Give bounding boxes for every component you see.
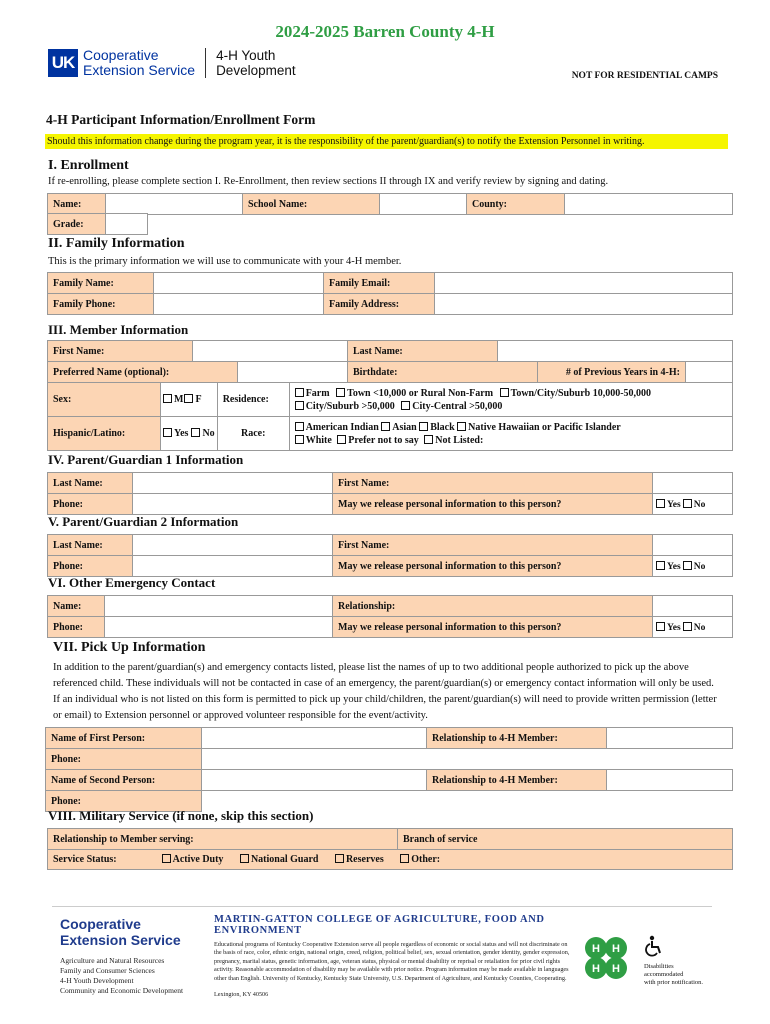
farm-label: Farm — [305, 387, 330, 399]
parent2-yes-label: Yes — [667, 561, 681, 572]
emergency-yes-label: Yes — [667, 622, 681, 633]
extension-logo — [48, 46, 296, 80]
grade-label: Grade: — [48, 214, 106, 235]
hispanic-no-label: No — [202, 428, 215, 439]
sex-m-checkbox[interactable] — [163, 394, 172, 403]
white-checkbox[interactable] — [295, 435, 304, 444]
american-indian-checkbox[interactable] — [295, 422, 304, 431]
section-military-heading: VIII. Military Service (if none, skip this section) — [48, 808, 314, 823]
family-name-field[interactable] — [154, 273, 324, 294]
logo-right1: 4-H Youth — [216, 48, 276, 63]
hispanic-yes-label: Yes — [174, 428, 189, 439]
military-branch-label: Branch of service — [398, 829, 733, 850]
reserves-checkbox[interactable] — [335, 854, 344, 863]
school-field[interactable] — [380, 194, 467, 215]
first-person-field[interactable] — [202, 728, 427, 749]
central-checkbox[interactable] — [401, 401, 410, 410]
footer-address: Lexington, KY 40506 — [214, 991, 269, 999]
section-parent2-heading: V. Parent/Guardian 2 Information — [48, 514, 239, 529]
family-phone-field[interactable] — [154, 294, 324, 315]
black-checkbox[interactable] — [419, 422, 428, 431]
preferred-name-label: Preferred Name (optional): — [48, 362, 238, 383]
family-phone-label: Family Phone: — [48, 294, 154, 315]
first-person-label: Name of First Person: — [46, 728, 202, 749]
svg-text:H: H — [612, 963, 620, 975]
suburb-label: Town/City/Suburb 10,000-50,000 — [510, 387, 652, 399]
svg-text:H: H — [592, 943, 600, 955]
footer-program: Agriculture and Natural Resources — [60, 956, 165, 965]
parent1-no-checkbox[interactable] — [683, 499, 692, 508]
parent1-release-options — [653, 494, 733, 515]
parent2-first-name-label: First Name: — [333, 535, 653, 556]
asian-checkbox[interactable] — [381, 422, 390, 431]
parent2-last-name-label: Last Name: — [48, 535, 133, 556]
farm-checkbox[interactable] — [295, 388, 304, 397]
parent1-phone-label: Phone: — [48, 494, 133, 515]
page-title: 2024-2025 Barren County 4-H — [275, 22, 495, 41]
svg-text:H: H — [612, 943, 620, 955]
first-name-label: First Name: — [48, 341, 193, 362]
pickup-table — [45, 727, 733, 812]
city-label: City/Suburb >50,000 — [305, 400, 395, 412]
family-email-field[interactable] — [435, 273, 733, 294]
parent1-last-name-label: Last Name: — [48, 473, 133, 494]
footer-ces-line2: Extension Service — [60, 932, 181, 948]
logo-line2: Extension Service — [83, 62, 196, 78]
military-table — [47, 828, 733, 870]
family-name-label: Family Name: — [48, 273, 154, 294]
black-label: Black — [430, 421, 455, 433]
first-person-phone-label: Phone: — [46, 749, 202, 770]
parent1-yes-checkbox[interactable] — [656, 499, 665, 508]
emergency-relationship-label: Relationship: — [333, 596, 653, 617]
grade-field[interactable] — [106, 214, 148, 235]
logo-line1: Cooperative — [83, 47, 159, 63]
parent2-yes-checkbox[interactable] — [656, 561, 665, 570]
first-person-phone-field[interactable] — [202, 749, 733, 770]
suburb-checkbox[interactable] — [500, 388, 509, 397]
birthdate-label: Birthdate: — [348, 362, 538, 383]
sex-label: Sex: — [48, 383, 161, 417]
parent2-no-label: No — [693, 561, 706, 572]
second-person-phone-label: Phone: — [46, 791, 202, 812]
military-status-row — [48, 850, 733, 870]
sex-options — [161, 383, 218, 417]
accessibility-icon — [644, 935, 664, 962]
section-enrollment-heading: I. Enrollment — [48, 158, 129, 173]
second-person-label: Name of Second Person: — [46, 770, 202, 791]
footer-statement: Educational programs of Kentucky Cooperative Extension serve all people regardless of economic or social status and will not discriminate on the basis of race, color, ethnic origin, national origin, creed, religion, political belief, sex, sexual orientation, gender identity, gender expression, pregnancy, marital status, genetic information, age, veteran status, physical or mental disability or reprisal or retaliation for prior civil rights activity. Reasonable accommodation of disability may be available with prior notice. Program information may be made available in languages other than English. University of Kentucky, Kentucky State University, U.S. Department of Agriculture, and Kentucky Counties, Cooperating. — [214, 941, 570, 982]
family-address-label: Family Address: — [324, 294, 435, 315]
city-checkbox[interactable] — [295, 401, 304, 410]
parent1-yes-label: Yes — [667, 499, 681, 510]
family-email-label: Family Email: — [324, 273, 435, 294]
race-options — [289, 417, 732, 451]
parent2-release-label: May we release personal information to this person? — [333, 556, 653, 577]
enrollment-table — [47, 193, 733, 215]
school-label: School Name: — [243, 194, 380, 215]
county-label: County: — [467, 194, 565, 215]
logo-text — [83, 48, 195, 78]
military-relationship-label: Relationship to Member serving: — [48, 829, 398, 850]
footer-program: Community and Economic Development — [60, 986, 184, 995]
parent1-first-name-label: First Name: — [333, 473, 653, 494]
footer-ces-line1: Cooperative — [60, 916, 141, 932]
hispanic-options — [161, 417, 218, 451]
footer-divider — [52, 906, 712, 907]
second-person-relationship-field[interactable] — [607, 770, 733, 791]
emergency-relationship-field[interactable] — [653, 596, 733, 617]
section-enrollment-sub: If re-enrolling, please complete section I. Re-Enrollment, then review sections II through IX and verify review by signing and dating. — [48, 176, 609, 187]
emergency-yes-checkbox[interactable] — [656, 622, 665, 631]
grade-table — [47, 213, 148, 235]
other-checkbox[interactable] — [400, 854, 409, 863]
american-indian-label: American Indian — [305, 421, 379, 433]
last-name-field[interactable] — [498, 341, 733, 362]
emergency-release-label: May we release personal information to this person? — [333, 617, 653, 638]
parent2-no-checkbox[interactable] — [683, 561, 692, 570]
emergency-release-options — [653, 617, 733, 638]
residence-options — [289, 383, 732, 417]
prefer-not-checkbox[interactable] — [337, 435, 346, 444]
county-field[interactable] — [565, 194, 733, 215]
parent2-phone-field[interactable] — [133, 556, 333, 577]
reserves-label: Reserves — [345, 854, 384, 865]
member-name-table — [47, 340, 733, 362]
footer-extension-block — [60, 916, 183, 996]
residence-label: Residence: — [217, 383, 289, 417]
parent1-phone-field[interactable] — [133, 494, 333, 515]
hawaiian-checkbox[interactable] — [457, 422, 466, 431]
white-label: White — [305, 434, 332, 446]
emergency-no-checkbox[interactable] — [683, 622, 692, 631]
pickup-paragraph: In addition to the parent/guardian(s) and emergency contacts listed, please list the names of up to two additional people authorized to pick up the above referenced child. These individuals will not be contacted in case of an emergency, the parent/guardian(s) or emergency contact information will only be used. If an individual who is not listed on this form is permitted to pick up your child/children, the parent/guardian(s) will need to provide written permission (letter or email) to Extension personnel or approved volunteer responsible for the event/activity. — [53, 662, 717, 721]
parent2-phone-label: Phone: — [48, 556, 133, 577]
not-listed-checkbox[interactable] — [424, 435, 433, 444]
national-guard-checkbox[interactable] — [240, 854, 249, 863]
disab-line2: accommodated — [644, 971, 684, 978]
emergency-no-label: No — [693, 622, 706, 633]
second-person-relationship-label: Relationship to 4-H Member: — [427, 770, 607, 791]
town-checkbox[interactable] — [336, 388, 345, 397]
four-h-clover-icon — [578, 930, 634, 991]
prev-years-field[interactable] — [686, 362, 733, 383]
footer-program: 4-H Youth Development — [60, 976, 134, 985]
prev-years-label: # of Previous Years in 4-H: — [538, 362, 686, 383]
preferred-name-field[interactable] — [238, 362, 348, 383]
prefer-not-label: Prefer not to say — [348, 434, 419, 446]
section-family-sub: This is the primary information we will use to communicate with your 4-H member. — [48, 256, 402, 267]
central-label: City-Central >50,000 — [412, 400, 503, 412]
disab-line3: with prior notification. — [644, 979, 704, 986]
name-field[interactable] — [106, 194, 243, 215]
emergency-phone-label: Phone: — [48, 617, 105, 638]
member-info-table — [47, 361, 733, 383]
footer-college-name: MARTIN-GATTON COLLEGE OF AGRICULTURE, FOOD AND ENVIRONMENT — [214, 914, 545, 936]
logo-divider — [205, 48, 206, 78]
footer-college-block — [214, 914, 574, 998]
parent1-table — [47, 472, 733, 515]
hispanic-label: Hispanic/Latino: — [48, 417, 161, 451]
national-guard-label: National Guard — [250, 854, 319, 865]
parent2-release-options — [653, 556, 733, 577]
active-duty-label: Active Duty — [172, 854, 224, 865]
hispanic-yes-checkbox[interactable] — [163, 428, 172, 437]
parent1-last-name-field[interactable] — [133, 473, 333, 494]
family-address-field[interactable] — [435, 294, 733, 315]
race-label: Race: — [217, 417, 289, 451]
svg-text:H: H — [592, 963, 600, 975]
active-duty-checkbox[interactable] — [162, 854, 171, 863]
not-residential-note: NOT FOR RESIDENTIAL CAMPS — [571, 71, 718, 81]
section-family-heading: II. Family Information — [48, 236, 185, 251]
sex-f-label: F — [195, 394, 202, 405]
parent1-no-label: No — [693, 499, 706, 510]
town-label: Town <10,000 or Rural Non-Farm — [347, 387, 494, 399]
not-listed-label: Not Listed: — [435, 434, 484, 446]
emergency-phone-field[interactable] — [105, 617, 333, 638]
form-title: 4-H Participant Information/Enrollment Form — [46, 112, 316, 127]
parent2-first-name-field[interactable] — [653, 535, 733, 556]
parent1-release-label: May we release personal information to this person? — [333, 494, 653, 515]
section-emergency-heading: VI. Other Emergency Contact — [48, 575, 216, 590]
footer-program: Family and Consumer Sciences — [60, 966, 155, 975]
youth-logo-text — [216, 48, 296, 78]
demographics-table — [47, 382, 733, 451]
logo-right2: Development — [216, 63, 296, 78]
sex-f-checkbox[interactable] — [184, 394, 193, 403]
military-status-label: Service Status: — [53, 854, 117, 865]
last-name-label: Last Name: — [348, 341, 498, 362]
parent2-table — [47, 534, 733, 577]
parent2-last-name-field[interactable] — [133, 535, 333, 556]
emergency-table — [47, 595, 733, 638]
section-pickup-heading: VII. Pick Up Information — [53, 640, 206, 655]
second-person-field[interactable] — [202, 770, 427, 791]
name-label: Name: — [48, 194, 106, 215]
first-name-field[interactable] — [193, 341, 348, 362]
section-member-heading: III. Member Information — [48, 322, 189, 337]
family-table — [47, 272, 733, 315]
hawaiian-label: Native Hawaiian or Pacific Islander — [468, 421, 621, 433]
emergency-name-label: Name: — [48, 596, 105, 617]
uk-logo-icon: UK — [48, 49, 78, 77]
notice-banner: Should this information change during the program year, it is the responsibility of the parent/guardian(s) to notify the Extension Personnel in writing. — [45, 134, 728, 149]
emergency-name-field[interactable] — [105, 596, 333, 617]
parent1-first-name-field[interactable] — [653, 473, 733, 494]
section-parent1-heading: IV. Parent/Guardian 1 Information — [48, 452, 244, 467]
disabilities-note — [644, 963, 703, 987]
first-person-relationship-field[interactable] — [607, 728, 733, 749]
asian-label: Asian — [392, 421, 417, 433]
sex-m-label: M — [174, 394, 184, 405]
first-person-relationship-label: Relationship to 4-H Member: — [427, 728, 607, 749]
hispanic-no-checkbox[interactable] — [191, 428, 200, 437]
disab-line1: Disabilities — [644, 963, 674, 970]
other-label: Other: — [411, 854, 441, 865]
